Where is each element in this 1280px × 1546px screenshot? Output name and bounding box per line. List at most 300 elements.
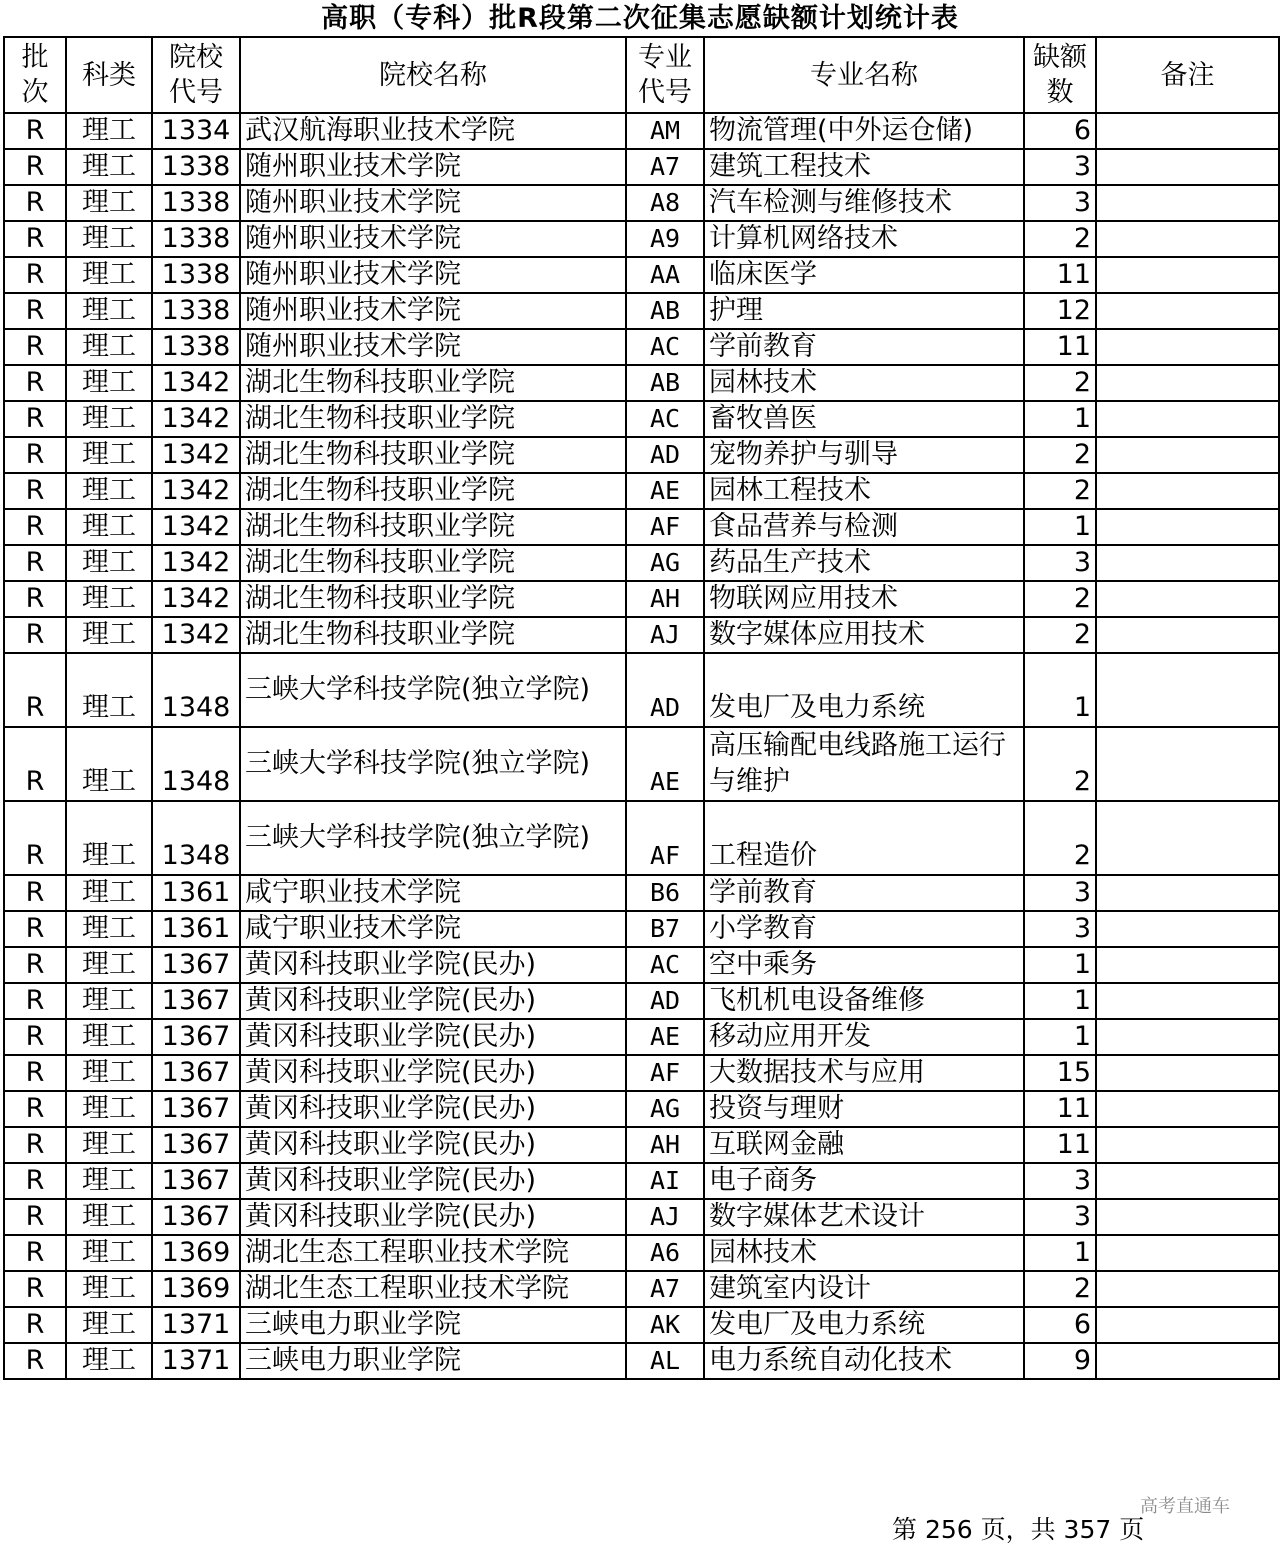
cell-category: 理工 [66,545,152,581]
cell-vacancies: 2 [1024,365,1096,401]
cell-major-name: 数字媒体艺术设计 [704,1199,1024,1235]
cell-major-name: 电子商务 [704,1163,1024,1199]
cell-category: 理工 [66,581,152,617]
cell-batch: R [4,365,66,401]
cell-major-name: 护理 [704,293,1024,329]
cell-batch: R [4,581,66,617]
table-row [4,1307,1279,1343]
cell-category: 理工 [66,1235,152,1271]
cell-school-name: 黄冈科技职业学院(民办) [240,983,626,1019]
cell-note [1096,801,1279,875]
cell-vacancies: 1 [1024,653,1096,727]
cell-major-name: 汽车检测与维修技术 [704,185,1024,221]
cell-category: 理工 [66,1163,152,1199]
cell-major-code: A8 [626,185,704,221]
header-note: 备注 [1096,37,1279,113]
cell-school-name: 三峡电力职业学院 [240,1343,626,1379]
cell-school-name: 三峡大学科技学院(独立学院) [240,727,626,801]
cell-note [1096,947,1279,983]
table-row [4,1235,1279,1271]
cell-school-name: 湖北生物科技职业学院 [240,437,626,473]
cell-note [1096,617,1279,653]
cell-school-code: 1338 [152,221,240,257]
cell-school-code: 1342 [152,473,240,509]
cell-major-code: B7 [626,911,704,947]
cell-school-name: 随州职业技术学院 [240,329,626,365]
cell-school-code: 1367 [152,1019,240,1055]
cell-major-code: AF [626,1055,704,1091]
cell-vacancies: 3 [1024,1163,1096,1199]
cell-major-code: AC [626,401,704,437]
table-row [4,1091,1279,1127]
cell-vacancies: 2 [1024,581,1096,617]
vacancy-table [3,36,1280,1380]
cell-major-code: AF [626,509,704,545]
cell-note [1096,653,1279,727]
cell-vacancies: 9 [1024,1343,1096,1379]
cell-batch: R [4,293,66,329]
cell-category: 理工 [66,221,152,257]
cell-note [1096,185,1279,221]
cell-school-name: 湖北生态工程职业技术学院 [240,1271,626,1307]
cell-category: 理工 [66,365,152,401]
cell-batch: R [4,1091,66,1127]
cell-vacancies: 15 [1024,1055,1096,1091]
cell-batch: R [4,1199,66,1235]
cell-major-code: AL [626,1343,704,1379]
cell-note [1096,149,1279,185]
cell-batch: R [4,1343,66,1379]
table-row [4,257,1279,293]
cell-batch: R [4,221,66,257]
cell-vacancies: 6 [1024,1307,1096,1343]
table-row [4,365,1279,401]
cell-school-name: 三峡大学科技学院(独立学院) [240,653,626,727]
cell-batch: R [4,911,66,947]
cell-batch: R [4,113,66,149]
cell-school-code: 1361 [152,911,240,947]
cell-major-code: AA [626,257,704,293]
cell-major-name: 发电厂及电力系统 [704,653,1024,727]
cell-school-code: 1367 [152,983,240,1019]
cell-batch: R [4,1019,66,1055]
cell-vacancies: 11 [1024,329,1096,365]
table-row [4,617,1279,653]
cell-school-name: 随州职业技术学院 [240,185,626,221]
cell-category: 理工 [66,727,152,801]
cell-category: 理工 [66,1343,152,1379]
table-row [4,1271,1279,1307]
cell-school-code: 1367 [152,1055,240,1091]
cell-major-name: 建筑室内设计 [704,1271,1024,1307]
cell-school-name: 三峡电力职业学院 [240,1307,626,1343]
cell-major-name: 飞机机电设备维修 [704,983,1024,1019]
header-vacancies: 缺额数 [1024,37,1096,113]
cell-note [1096,545,1279,581]
cell-school-code: 1338 [152,149,240,185]
cell-major-name: 数字媒体应用技术 [704,617,1024,653]
cell-school-code: 1338 [152,329,240,365]
cell-batch: R [4,473,66,509]
cell-vacancies: 2 [1024,727,1096,801]
cell-school-name: 湖北生物科技职业学院 [240,617,626,653]
cell-major-name: 小学教育 [704,911,1024,947]
cell-school-code: 1367 [152,947,240,983]
cell-major-code: A6 [626,1235,704,1271]
cell-major-name: 建筑工程技术 [704,149,1024,185]
cell-note [1096,293,1279,329]
cell-category: 理工 [66,149,152,185]
cell-school-name: 随州职业技术学院 [240,293,626,329]
cell-note [1096,1055,1279,1091]
table-row [4,1343,1279,1379]
cell-category: 理工 [66,653,152,727]
header-major-code: 专业代号 [626,37,704,113]
header-school-code: 院校代号 [152,37,240,113]
cell-school-name: 湖北生物科技职业学院 [240,473,626,509]
cell-major-name: 食品营养与检测 [704,509,1024,545]
cell-vacancies: 2 [1024,801,1096,875]
cell-major-code: AG [626,1091,704,1127]
cell-category: 理工 [66,617,152,653]
cell-school-code: 1369 [152,1271,240,1307]
header-batch: 批次 [4,37,66,113]
cell-category: 理工 [66,401,152,437]
cell-batch: R [4,801,66,875]
cell-note [1096,1091,1279,1127]
cell-note [1096,727,1279,801]
cell-batch: R [4,1235,66,1271]
cell-major-code: AB [626,293,704,329]
cell-note [1096,1019,1279,1055]
table-row [4,329,1279,365]
cell-school-name: 湖北生态工程职业技术学院 [240,1235,626,1271]
cell-note [1096,401,1279,437]
cell-major-name: 园林工程技术 [704,473,1024,509]
cell-vacancies: 3 [1024,875,1096,911]
cell-school-name: 武汉航海职业技术学院 [240,113,626,149]
cell-major-name: 临床医学 [704,257,1024,293]
cell-major-code: AG [626,545,704,581]
cell-major-code: AI [626,1163,704,1199]
cell-batch: R [4,983,66,1019]
cell-school-code: 1342 [152,509,240,545]
cell-school-code: 1342 [152,581,240,617]
cell-school-name: 湖北生物科技职业学院 [240,401,626,437]
cell-school-name: 湖北生物科技职业学院 [240,545,626,581]
cell-note [1096,1235,1279,1271]
cell-note [1096,473,1279,509]
cell-school-code: 1367 [152,1091,240,1127]
cell-note [1096,113,1279,149]
cell-note [1096,1163,1279,1199]
cell-note [1096,329,1279,365]
table-row [4,983,1279,1019]
cell-school-code: 1342 [152,401,240,437]
table-row [4,113,1279,149]
cell-vacancies: 3 [1024,545,1096,581]
header-category: 科类 [66,37,152,113]
cell-school-name: 湖北生物科技职业学院 [240,365,626,401]
cell-vacancies: 2 [1024,473,1096,509]
cell-category: 理工 [66,185,152,221]
table-row [4,1199,1279,1235]
cell-batch: R [4,1127,66,1163]
cell-major-name: 发电厂及电力系统 [704,1307,1024,1343]
cell-vacancies: 3 [1024,185,1096,221]
table-row [4,581,1279,617]
cell-batch: R [4,437,66,473]
cell-batch: R [4,401,66,437]
cell-category: 理工 [66,911,152,947]
cell-vacancies: 1 [1024,509,1096,545]
cell-major-code: AH [626,581,704,617]
table-row [4,293,1279,329]
table-row [4,1055,1279,1091]
cell-school-name: 咸宁职业技术学院 [240,911,626,947]
table-row [4,185,1279,221]
cell-school-name: 黄冈科技职业学院(民办) [240,1127,626,1163]
cell-category: 理工 [66,1307,152,1343]
cell-category: 理工 [66,509,152,545]
cell-school-code: 1342 [152,437,240,473]
cell-major-name: 园林技术 [704,365,1024,401]
cell-vacancies: 3 [1024,1199,1096,1235]
cell-school-name: 黄冈科技职业学院(民办) [240,1163,626,1199]
cell-note [1096,1343,1279,1379]
cell-major-code: AJ [626,1199,704,1235]
cell-major-code: AD [626,983,704,1019]
cell-school-name: 咸宁职业技术学院 [240,875,626,911]
cell-school-name: 黄冈科技职业学院(民办) [240,1091,626,1127]
cell-school-name: 黄冈科技职业学院(民办) [240,1199,626,1235]
cell-category: 理工 [66,437,152,473]
cell-major-name: 物流管理(中外运仓储) [704,113,1024,149]
table-row [4,221,1279,257]
cell-major-code: AE [626,473,704,509]
cell-school-code: 1342 [152,545,240,581]
cell-school-name: 黄冈科技职业学院(民办) [240,947,626,983]
cell-major-name: 投资与理财 [704,1091,1024,1127]
cell-school-name: 随州职业技术学院 [240,221,626,257]
cell-batch: R [4,185,66,221]
cell-batch: R [4,875,66,911]
cell-category: 理工 [66,1199,152,1235]
cell-major-name: 空中乘务 [704,947,1024,983]
cell-note [1096,983,1279,1019]
page-title: 高职（专科）批R段第二次征集志愿缺额计划统计表 [321,3,959,34]
cell-school-code: 1371 [152,1307,240,1343]
cell-major-code: AB [626,365,704,401]
cell-batch: R [4,1163,66,1199]
cell-school-code: 1334 [152,113,240,149]
cell-major-name: 畜牧兽医 [704,401,1024,437]
header-school-name: 院校名称 [240,37,626,113]
cell-school-code: 1348 [152,801,240,875]
cell-school-code: 1371 [152,1343,240,1379]
cell-major-code: AC [626,947,704,983]
cell-school-code: 1342 [152,365,240,401]
cell-category: 理工 [66,293,152,329]
cell-major-name: 移动应用开发 [704,1019,1024,1055]
cell-major-code: AM [626,113,704,149]
cell-major-name: 学前教育 [704,875,1024,911]
table-row [4,1019,1279,1055]
cell-vacancies: 3 [1024,149,1096,185]
cell-batch: R [4,1271,66,1307]
cell-note [1096,1127,1279,1163]
cell-major-name: 物联网应用技术 [704,581,1024,617]
cell-major-name: 电力系统自动化技术 [704,1343,1024,1379]
cell-vacancies: 1 [1024,1235,1096,1271]
cell-major-name: 计算机网络技术 [704,221,1024,257]
cell-category: 理工 [66,1091,152,1127]
cell-school-name: 湖北生物科技职业学院 [240,581,626,617]
cell-vacancies: 3 [1024,911,1096,947]
cell-vacancies: 2 [1024,437,1096,473]
cell-school-code: 1361 [152,875,240,911]
cell-category: 理工 [66,257,152,293]
cell-note [1096,1271,1279,1307]
cell-major-name: 宠物养护与驯导 [704,437,1024,473]
cell-note [1096,437,1279,473]
cell-vacancies: 11 [1024,1091,1096,1127]
table-row [4,545,1279,581]
table-row [4,509,1279,545]
cell-category: 理工 [66,329,152,365]
cell-note [1096,581,1279,617]
table-row [4,473,1279,509]
cell-vacancies: 12 [1024,293,1096,329]
cell-school-code: 1338 [152,293,240,329]
cell-school-code: 1367 [152,1199,240,1235]
cell-batch: R [4,1307,66,1343]
cell-major-name: 互联网金融 [704,1127,1024,1163]
cell-vacancies: 11 [1024,257,1096,293]
cell-school-code: 1369 [152,1235,240,1271]
cell-major-name: 大数据技术与应用 [704,1055,1024,1091]
cell-vacancies: 2 [1024,221,1096,257]
cell-major-name: 工程造价 [704,801,1024,875]
cell-category: 理工 [66,113,152,149]
table-row [4,947,1279,983]
cell-major-code: AE [626,1019,704,1055]
cell-school-name: 黄冈科技职业学院(民办) [240,1019,626,1055]
cell-school-name: 随州职业技术学院 [240,149,626,185]
cell-note [1096,1307,1279,1343]
cell-vacancies: 1 [1024,1019,1096,1055]
cell-category: 理工 [66,983,152,1019]
cell-school-code: 1348 [152,727,240,801]
cell-category: 理工 [66,801,152,875]
cell-major-name: 高压输配电线路施工运行与维护 [704,727,1024,801]
cell-batch: R [4,727,66,801]
table-row [4,653,1279,727]
cell-major-code: AK [626,1307,704,1343]
cell-note [1096,911,1279,947]
cell-school-name: 三峡大学科技学院(独立学院) [240,801,626,875]
cell-school-code: 1367 [152,1127,240,1163]
cell-major-name: 园林技术 [704,1235,1024,1271]
cell-school-name: 湖北生物科技职业学院 [240,509,626,545]
cell-batch: R [4,653,66,727]
cell-note [1096,875,1279,911]
cell-school-code: 1338 [152,257,240,293]
cell-major-code: A9 [626,221,704,257]
cell-batch: R [4,1055,66,1091]
cell-category: 理工 [66,1019,152,1055]
table-row [4,149,1279,185]
cell-batch: R [4,617,66,653]
cell-major-code: AD [626,653,704,727]
cell-vacancies: 1 [1024,983,1096,1019]
cell-vacancies: 1 [1024,401,1096,437]
page-number: 第 256 页，共 357 页 [892,1515,1145,1544]
header-major-name: 专业名称 [704,37,1024,113]
table-body [4,113,1279,1379]
cell-school-code: 1367 [152,1163,240,1199]
cell-major-code: AC [626,329,704,365]
cell-category: 理工 [66,947,152,983]
table-row [4,1127,1279,1163]
cell-note [1096,221,1279,257]
cell-school-code: 1342 [152,617,240,653]
table-row [4,401,1279,437]
cell-major-code: AE [626,727,704,801]
table-row [4,727,1279,801]
cell-major-code: A7 [626,149,704,185]
cell-batch: R [4,329,66,365]
cell-major-code: B6 [626,875,704,911]
cell-note [1096,257,1279,293]
cell-major-code: A7 [626,1271,704,1307]
cell-batch: R [4,947,66,983]
table-row [4,801,1279,875]
table-header-row [4,37,1279,113]
cell-category: 理工 [66,473,152,509]
cell-major-code: AD [626,437,704,473]
cell-batch: R [4,509,66,545]
table-row [4,437,1279,473]
cell-note [1096,509,1279,545]
cell-school-name: 黄冈科技职业学院(民办) [240,1055,626,1091]
cell-vacancies: 6 [1024,113,1096,149]
cell-vacancies: 2 [1024,617,1096,653]
cell-batch: R [4,545,66,581]
cell-batch: R [4,257,66,293]
cell-note [1096,1199,1279,1235]
cell-category: 理工 [66,1127,152,1163]
cell-school-code: 1338 [152,185,240,221]
cell-major-code: AJ [626,617,704,653]
cell-vacancies: 11 [1024,1127,1096,1163]
cell-vacancies: 2 [1024,1271,1096,1307]
cell-school-code: 1348 [152,653,240,727]
cell-batch: R [4,149,66,185]
table-row [4,1163,1279,1199]
table-row [4,911,1279,947]
table-row [4,875,1279,911]
cell-category: 理工 [66,1271,152,1307]
watermark-text: 高考直通车 [1140,1496,1230,1517]
cell-major-code: AH [626,1127,704,1163]
cell-note [1096,365,1279,401]
cell-vacancies: 1 [1024,947,1096,983]
cell-major-name: 学前教育 [704,329,1024,365]
cell-category: 理工 [66,1055,152,1091]
cell-category: 理工 [66,875,152,911]
cell-school-name: 随州职业技术学院 [240,257,626,293]
